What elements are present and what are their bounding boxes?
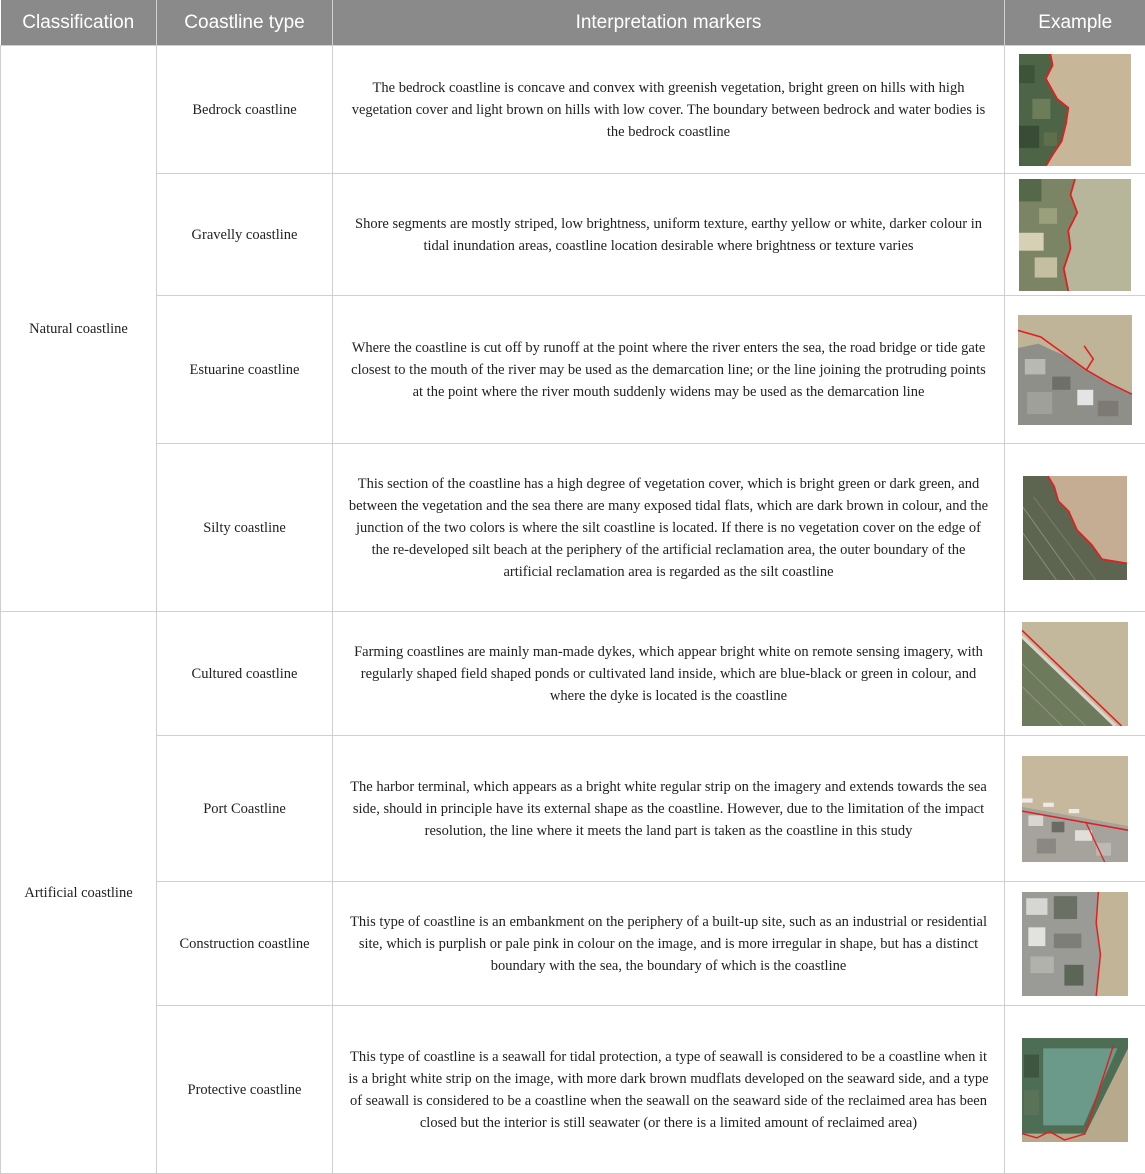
coastline-type-cell: Estuarine coastline bbox=[157, 296, 333, 444]
satellite-thumbnail bbox=[1022, 756, 1128, 862]
satellite-thumbnail bbox=[1023, 476, 1127, 580]
coastline-type-cell: Bedrock coastline bbox=[157, 46, 333, 174]
interpretation-cell: Where the coastline is cut off by runoff at the point where the river enters the sea, the road bridge or tide gate closest to the mouth of the river may be used as the demarcation line; or the line joining the protruding points at the point where the river mouth suddenly widens may be used as the demarcation line bbox=[333, 296, 1005, 444]
example-cell bbox=[1005, 736, 1145, 882]
satellite-thumbnail bbox=[1019, 179, 1131, 291]
coastline-type-cell: Cultured coastline bbox=[157, 612, 333, 736]
header-coastline-type: Coastline type bbox=[157, 0, 333, 46]
coastline-type-cell: Construction coastline bbox=[157, 882, 333, 1006]
example-cell bbox=[1005, 612, 1145, 736]
table-row bbox=[1, 296, 1145, 444]
satellite-thumbnail bbox=[1019, 54, 1131, 166]
table-row bbox=[1, 736, 1145, 882]
table-row bbox=[1, 882, 1145, 1006]
example-cell bbox=[1005, 1006, 1145, 1174]
table-row bbox=[1, 612, 1145, 736]
table-row bbox=[1, 174, 1145, 296]
classification-artificial: Artificial coastline bbox=[1, 612, 157, 1174]
interpretation-cell: This type of coastline is an embankment on the periphery of a built-up site, such as an industrial or residential site, which is purplish or pale pink in colour on the image, and is more irregular in shape, but has a distinct boundary with the sea, the boundary of which is the coastline bbox=[333, 882, 1005, 1006]
satellite-thumbnail bbox=[1018, 315, 1132, 425]
interpretation-cell: Shore segments are mostly striped, low brightness, uniform texture, earthy yellow or white, darker colour in tidal inundation areas, coastline location desirable where brightness or texture varies bbox=[333, 174, 1005, 296]
interpretation-cell: This section of the coastline has a high degree of vegetation cover, which is bright green or dark green, and between the vegetation and the sea there are many exposed tidal flats, which are dark brown in colour, and the junction of the two colors is where the silt coastline is located. If there is no vegetation cover on the edge of the re-developed silt beach at the periphery of the artificial reclamation area, the outer boundary of the artificial reclamation area is regarded as the silt coastline bbox=[333, 444, 1005, 612]
table-row bbox=[1, 46, 1145, 174]
example-cell bbox=[1005, 882, 1145, 1006]
example-cell bbox=[1005, 46, 1145, 174]
classification-natural: Natural coastline bbox=[1, 46, 157, 612]
table-row bbox=[1, 1006, 1145, 1174]
table-row bbox=[1, 444, 1145, 612]
interpretation-cell: The bedrock coastline is concave and convex with greenish vegetation, bright green on hills with high vegetation cover and light brown on hills with low cover. The boundary between bedrock and water bodies is the bedrock coastline bbox=[333, 46, 1005, 174]
header-example: Example bbox=[1005, 0, 1145, 46]
example-cell bbox=[1005, 296, 1145, 444]
example-cell bbox=[1005, 444, 1145, 612]
satellite-thumbnail bbox=[1022, 1038, 1128, 1142]
satellite-thumbnail bbox=[1022, 892, 1128, 996]
satellite-thumbnail bbox=[1022, 622, 1128, 726]
header-row bbox=[1, 0, 1145, 46]
interpretation-cell: This type of coastline is a seawall for tidal protection, a type of seawall is considered to be a coastline when it is a bright white strip on the image, with more dark brown mudflats developed on the seaward side, and a type of seawall is considered to be a coastline when the seawall on the seaward side of the reclaimed area has been closed but the interior is still seawater (or there is a limited amount of reclaimed area) bbox=[333, 1006, 1005, 1174]
interpretation-cell: The harbor terminal, which appears as a bright white regular strip on the imagery and extends towards the sea side, should in principle have its external shape as the coastline. However, due to the limitation of the impact resolution, the line where it meets the land part is taken as the coastline in this study bbox=[333, 736, 1005, 882]
header-interpretation-markers: Interpretation markers bbox=[333, 0, 1005, 46]
coastline-type-cell: Port Coastline bbox=[157, 736, 333, 882]
coastline-type-cell: Gravelly coastline bbox=[157, 174, 333, 296]
coastline-type-cell: Silty coastline bbox=[157, 444, 333, 612]
example-cell bbox=[1005, 174, 1145, 296]
header-classification: Classification bbox=[1, 0, 157, 46]
interpretation-cell: Farming coastlines are mainly man-made dykes, which appear bright white on remote sensing imagery, with regularly shaped field shaped ponds or cultivated land inside, which are blue-black or green in colour, and where the dyke is located is the coastline bbox=[333, 612, 1005, 736]
coastline-type-cell: Protective coastline bbox=[157, 1006, 333, 1174]
